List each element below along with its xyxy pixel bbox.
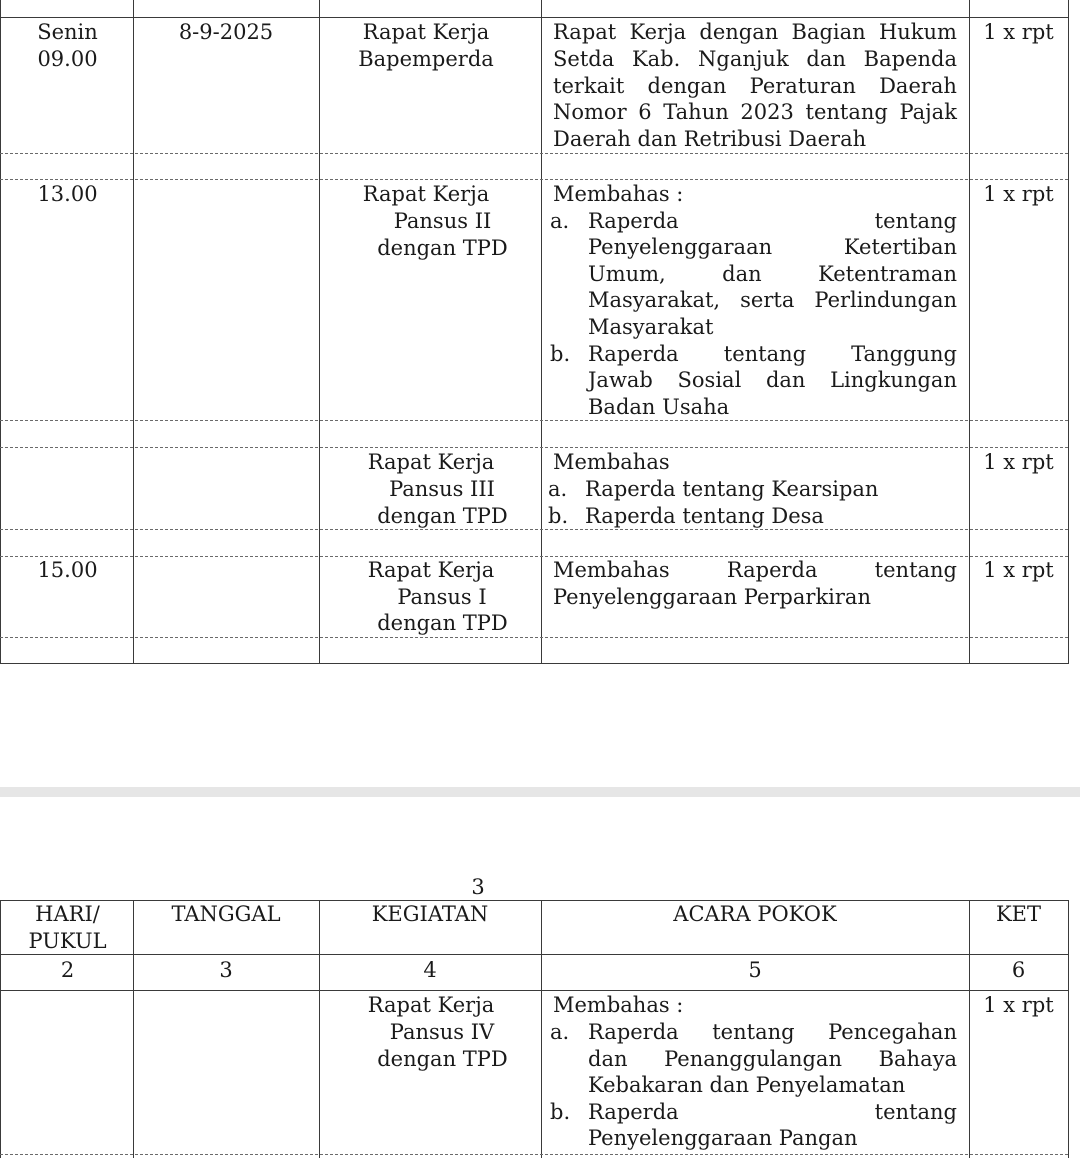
note-cell: 1 x rpt	[983, 20, 1054, 44]
page-separator	[0, 787, 1080, 797]
activity-cell: dengan TPD	[377, 1047, 508, 1071]
agenda-line: Penyelenggaraan Pangan	[588, 1126, 858, 1150]
day-cell: Senin	[37, 20, 98, 44]
column-number: 3	[219, 958, 233, 982]
header-agenda: ACARA POKOK	[673, 902, 837, 926]
row-line	[0, 954, 1068, 955]
agenda-line: Raperda tentang	[588, 209, 957, 233]
row-line	[0, 447, 1068, 448]
activity-cell: Pansus III	[389, 477, 495, 501]
agenda-line: terkait dengan Peraturan Daerah	[553, 74, 957, 98]
activity-cell: Pansus II	[393, 209, 492, 233]
activity-cell: Rapat Kerja	[367, 450, 495, 474]
note-cell: 1 x rpt	[983, 450, 1054, 474]
activity-cell: Rapat Kerja	[362, 20, 490, 44]
agenda-line: Umum, dan Ketentraman	[588, 262, 957, 286]
row-line	[0, 17, 1068, 18]
activity-cell: Rapat Kerja	[362, 182, 490, 206]
agenda-line: Membahas Raperda tentang	[553, 558, 957, 582]
header-date: TANGGAL	[171, 902, 281, 926]
col-line	[969, 900, 970, 1158]
agenda-line: Nomor 6 Tahun 2023 tentang Pajak	[553, 100, 957, 124]
column-number: 4	[423, 958, 437, 982]
agenda-line: Raperda tentang Pencegahan	[588, 1020, 957, 1044]
agenda-intro: Membahas :	[553, 993, 684, 1017]
column-number: 2	[60, 958, 75, 982]
time-cell: 09.00	[37, 47, 98, 71]
agenda-line: Badan Usaha	[588, 395, 730, 419]
agenda-intro: Membahas :	[553, 182, 684, 206]
agenda-line: Raperda tentang	[588, 1100, 957, 1124]
activity-cell: Rapat Kerja	[367, 558, 495, 582]
agenda-line: dan Penanggulangan Bahaya	[588, 1047, 957, 1071]
col-line	[1068, 0, 1069, 664]
row-line	[0, 1154, 1068, 1155]
agenda-line: Masyarakat, serta Perlindungan	[588, 288, 957, 312]
list-marker: b.	[550, 1100, 571, 1124]
note-cell: 1 x rpt	[983, 993, 1054, 1017]
time-cell: 15.00	[37, 558, 98, 582]
activity-cell: dengan TPD	[377, 236, 508, 260]
agenda-intro: Membahas	[553, 450, 670, 474]
activity-cell: Pansus IV	[389, 1020, 495, 1044]
agenda-line: Raperda tentang Desa	[585, 504, 824, 528]
agenda-line: Kebakaran dan Penyelamatan	[588, 1073, 906, 1097]
header-activity: KEGIATAN	[371, 902, 489, 926]
row-line	[0, 420, 1068, 421]
list-marker: a.	[550, 1020, 570, 1044]
agenda-line: Penyelenggaraan Perparkiran	[553, 585, 871, 609]
activity-cell: Bapemperda	[358, 47, 494, 71]
row-line	[0, 663, 1068, 664]
agenda-line: Daerah dan Retribusi Daerah	[553, 127, 867, 151]
row-line	[0, 990, 1068, 991]
activity-cell: dengan TPD	[377, 611, 508, 635]
agenda-line: Setda Kab. Nganjuk dan Bapenda	[553, 47, 957, 71]
col-line	[1068, 900, 1069, 1158]
activity-cell: dengan TPD	[377, 504, 508, 528]
activity-cell: Rapat Kerja	[367, 993, 495, 1017]
row-line	[0, 637, 1068, 638]
list-marker: a.	[550, 209, 570, 233]
agenda-line: Raperda tentang Tanggung	[588, 342, 957, 366]
agenda-line: Jawab Sosial dan Lingkungan	[588, 368, 957, 392]
list-marker: b.	[548, 504, 569, 528]
agenda-line: Rapat Kerja dengan Bagian Hukum	[553, 20, 957, 44]
date-cell: 8-9-2025	[178, 20, 274, 44]
list-marker: b.	[550, 342, 571, 366]
agenda-line: Masyarakat	[588, 315, 714, 339]
note-cell: 1 x rpt	[983, 182, 1054, 206]
header-note: KET	[995, 902, 1042, 926]
agenda-line: Penyelenggaraan Ketertiban	[588, 235, 957, 259]
list-marker: a.	[548, 477, 568, 501]
header-day: HARI/	[35, 902, 100, 926]
column-number: 5	[748, 958, 762, 982]
column-number: 6	[1011, 958, 1026, 982]
row-line	[0, 153, 1068, 154]
page-number: 3	[471, 875, 485, 899]
activity-cell: Pansus I	[397, 585, 487, 609]
agenda-line: Raperda tentang Kearsipan	[585, 477, 879, 501]
row-line	[0, 179, 1068, 180]
time-cell: 13.00	[37, 182, 98, 206]
header-time: PUKUL	[28, 929, 107, 953]
note-cell: 1 x rpt	[983, 558, 1054, 582]
